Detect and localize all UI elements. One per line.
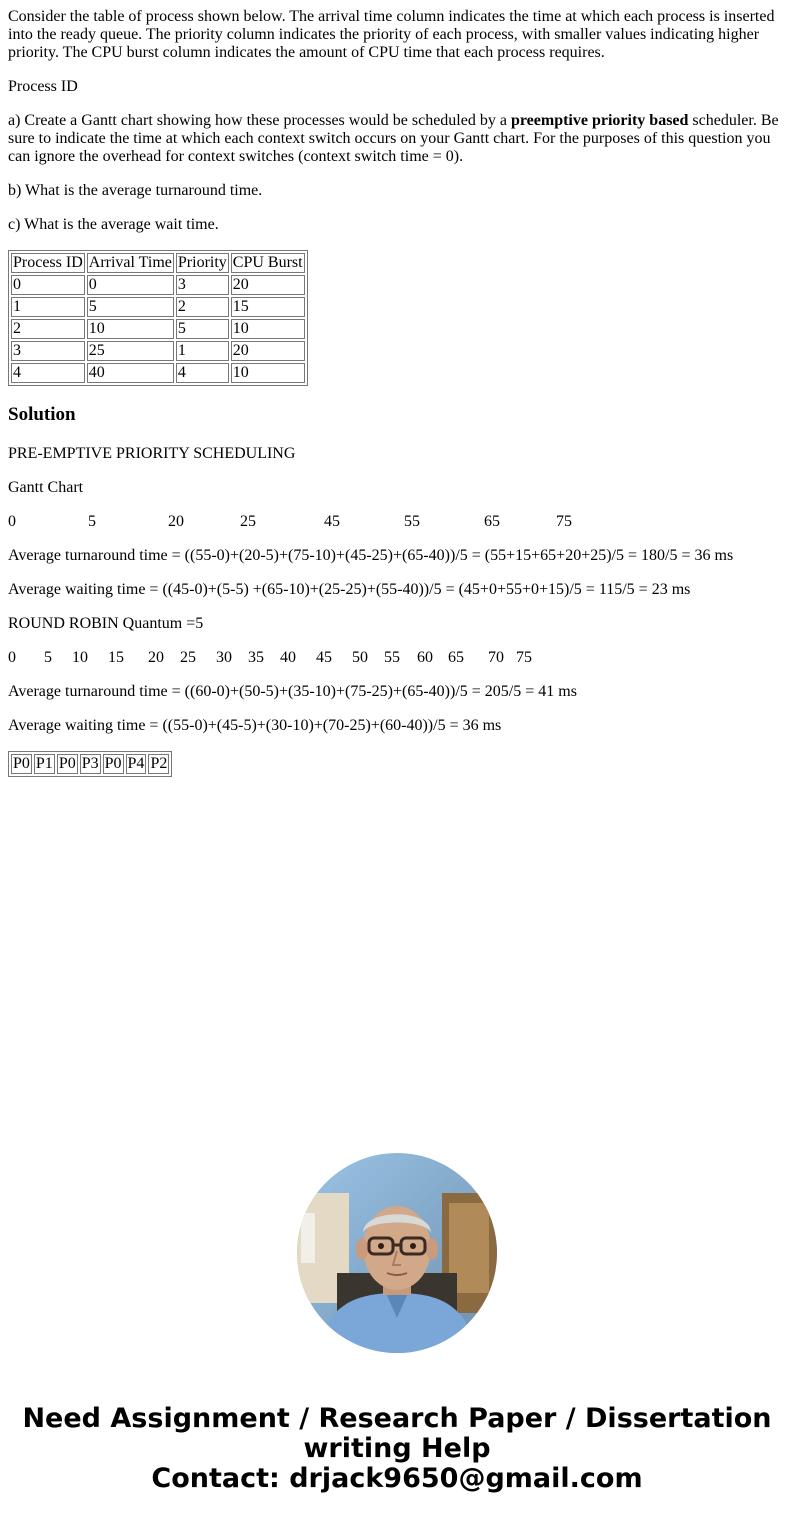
gantt-time: 5	[88, 513, 96, 530]
table-cell: 1	[11, 297, 85, 317]
table-cell: 25	[87, 341, 174, 361]
author-photo-illustration	[297, 1153, 497, 1353]
rr-time: 5	[44, 649, 52, 666]
process-table	[8, 250, 308, 386]
rr-time: 50	[352, 649, 368, 666]
table-row	[11, 319, 305, 339]
rr-time: 25	[180, 649, 196, 666]
table-cell: 10	[231, 319, 305, 339]
rr-time: 40	[280, 649, 296, 666]
preemptive-title: PRE-EMPTIVE PRIORITY SCHEDULING	[8, 445, 296, 462]
gantt-block: P4	[127, 755, 145, 772]
footer-line-1: Need Assignment / Research Paper / Dissertation	[22, 1403, 772, 1434]
table-row	[11, 754, 169, 774]
table-cell: 40	[87, 363, 174, 383]
table-cell: 10	[231, 363, 305, 383]
header-cell: CPU Burst	[232, 254, 303, 271]
gantt-time: 25	[240, 513, 256, 530]
rr-time: 70	[488, 649, 504, 666]
gantt-block: P2	[150, 755, 168, 772]
gantt-time: 75	[556, 513, 572, 530]
header-cell: Arrival Time	[88, 254, 172, 271]
table-row	[11, 363, 305, 383]
rr-time: 45	[316, 649, 332, 666]
gantt-block: P0	[13, 755, 30, 772]
footer-line-2: writing Help	[303, 1433, 491, 1464]
rr-time: 0	[8, 649, 16, 666]
gantt-time: 0	[8, 513, 16, 530]
solution-heading: Solution	[8, 404, 76, 425]
gantt-chart-label: Gantt Chart	[8, 479, 84, 496]
table-cell: 20	[231, 341, 305, 361]
gantt-time: 20	[168, 513, 184, 530]
table-cell: 4	[176, 363, 229, 383]
gantt-block: P0	[58, 755, 76, 772]
avg-turnaround-round-robin: Average turnaround time = ((60-0)+(50-5)+(35-10)+(75-25)+(65-40))/5 = 205/5 = 41 ms	[8, 683, 577, 700]
question-intro: Consider the table of process shown below. The arrival time column indicates the time at which each process is inserted into the ready queue. The priority column indicates the priority of each process, with smaller values indicating higher priority. The CPU burst column indicates the amount of CPU time that each process requires.	[8, 8, 775, 61]
author-photo	[297, 1153, 497, 1353]
table-cell: 10	[87, 319, 174, 339]
gantt-block-table	[8, 751, 172, 777]
rr-time: 35	[248, 649, 264, 666]
round-robin-title: ROUND ROBIN Quantum =5	[8, 615, 204, 632]
table-cell: 4	[11, 363, 85, 383]
rr-time: 60	[417, 649, 433, 666]
table-cell: 5	[176, 319, 229, 339]
rr-time: 30	[216, 649, 232, 666]
table-cell: 5	[87, 297, 174, 317]
gantt-time: 45	[324, 513, 340, 530]
rr-time: 20	[148, 649, 164, 666]
avg-waiting-preemptive: Average waiting time = ((45-0)+(5-5) +(65-10)+(25-25)+(55-40))/5 = (45+0+55+0+15)/5 = 115/5 = 23 ms	[8, 581, 691, 598]
rr-time: 65	[448, 649, 464, 666]
question-part-a	[8, 112, 786, 166]
table-cell: 0	[87, 275, 174, 295]
gantt-time: 65	[484, 513, 500, 530]
rr-time: 75	[516, 649, 532, 666]
table-row	[11, 341, 305, 361]
part-a-bold: preemptive priority based	[510, 112, 689, 129]
table-cell: 2	[11, 319, 85, 339]
part-a-suffix: scheduler. Be sure to indicate the time at which each context switch occurs on your Gantt chart. For the purposes of this question you can ignore the overhead for context switches (context switch time = 0).	[8, 112, 779, 165]
part-a-prefix: a) Create a Gantt chart showing how these processes would be scheduled by a	[8, 112, 511, 129]
table-cell: 20	[231, 275, 305, 295]
question-part-c: c) What is the average wait time.	[8, 216, 219, 233]
gantt-block: P3	[81, 755, 99, 772]
promo-footer	[0, 1404, 794, 1494]
table-cell: 3	[11, 341, 85, 361]
table-cell: 0	[11, 275, 85, 295]
avg-turnaround-preemptive: Average turnaround time = ((55-0)+(20-5)+(75-10)+(45-25)+(65-40))/5 = (55+15+65+20+25)/5 = 180/5 = 36 ms	[8, 547, 734, 564]
header-cell: Priority	[177, 254, 227, 271]
table-header-row	[11, 253, 305, 273]
rr-time: 15	[108, 649, 124, 666]
header-cell: Process ID	[13, 254, 83, 271]
gantt-block: P0	[104, 755, 122, 772]
rr-time: 55	[384, 649, 400, 666]
table-cell: 1	[176, 341, 229, 361]
avg-waiting-round-robin: Average waiting time = ((55-0)+(45-5)+(30-10)+(70-25)+(60-40))/5 = 36 ms	[8, 717, 502, 734]
table-row	[11, 297, 305, 317]
rr-time: 10	[72, 649, 88, 666]
footer-contact: Contact: drjack9650@gmail.com	[151, 1463, 643, 1494]
gantt-time: 55	[404, 513, 420, 530]
question-part-b: b) What is the average turnaround time.	[8, 182, 263, 199]
gantt-block: P1	[35, 755, 53, 772]
table-cell: 15	[231, 297, 305, 317]
table-cell: 2	[176, 297, 229, 317]
table-cell: 3	[176, 275, 229, 295]
process-id-label: Process ID	[8, 78, 78, 95]
table-row	[11, 275, 305, 295]
